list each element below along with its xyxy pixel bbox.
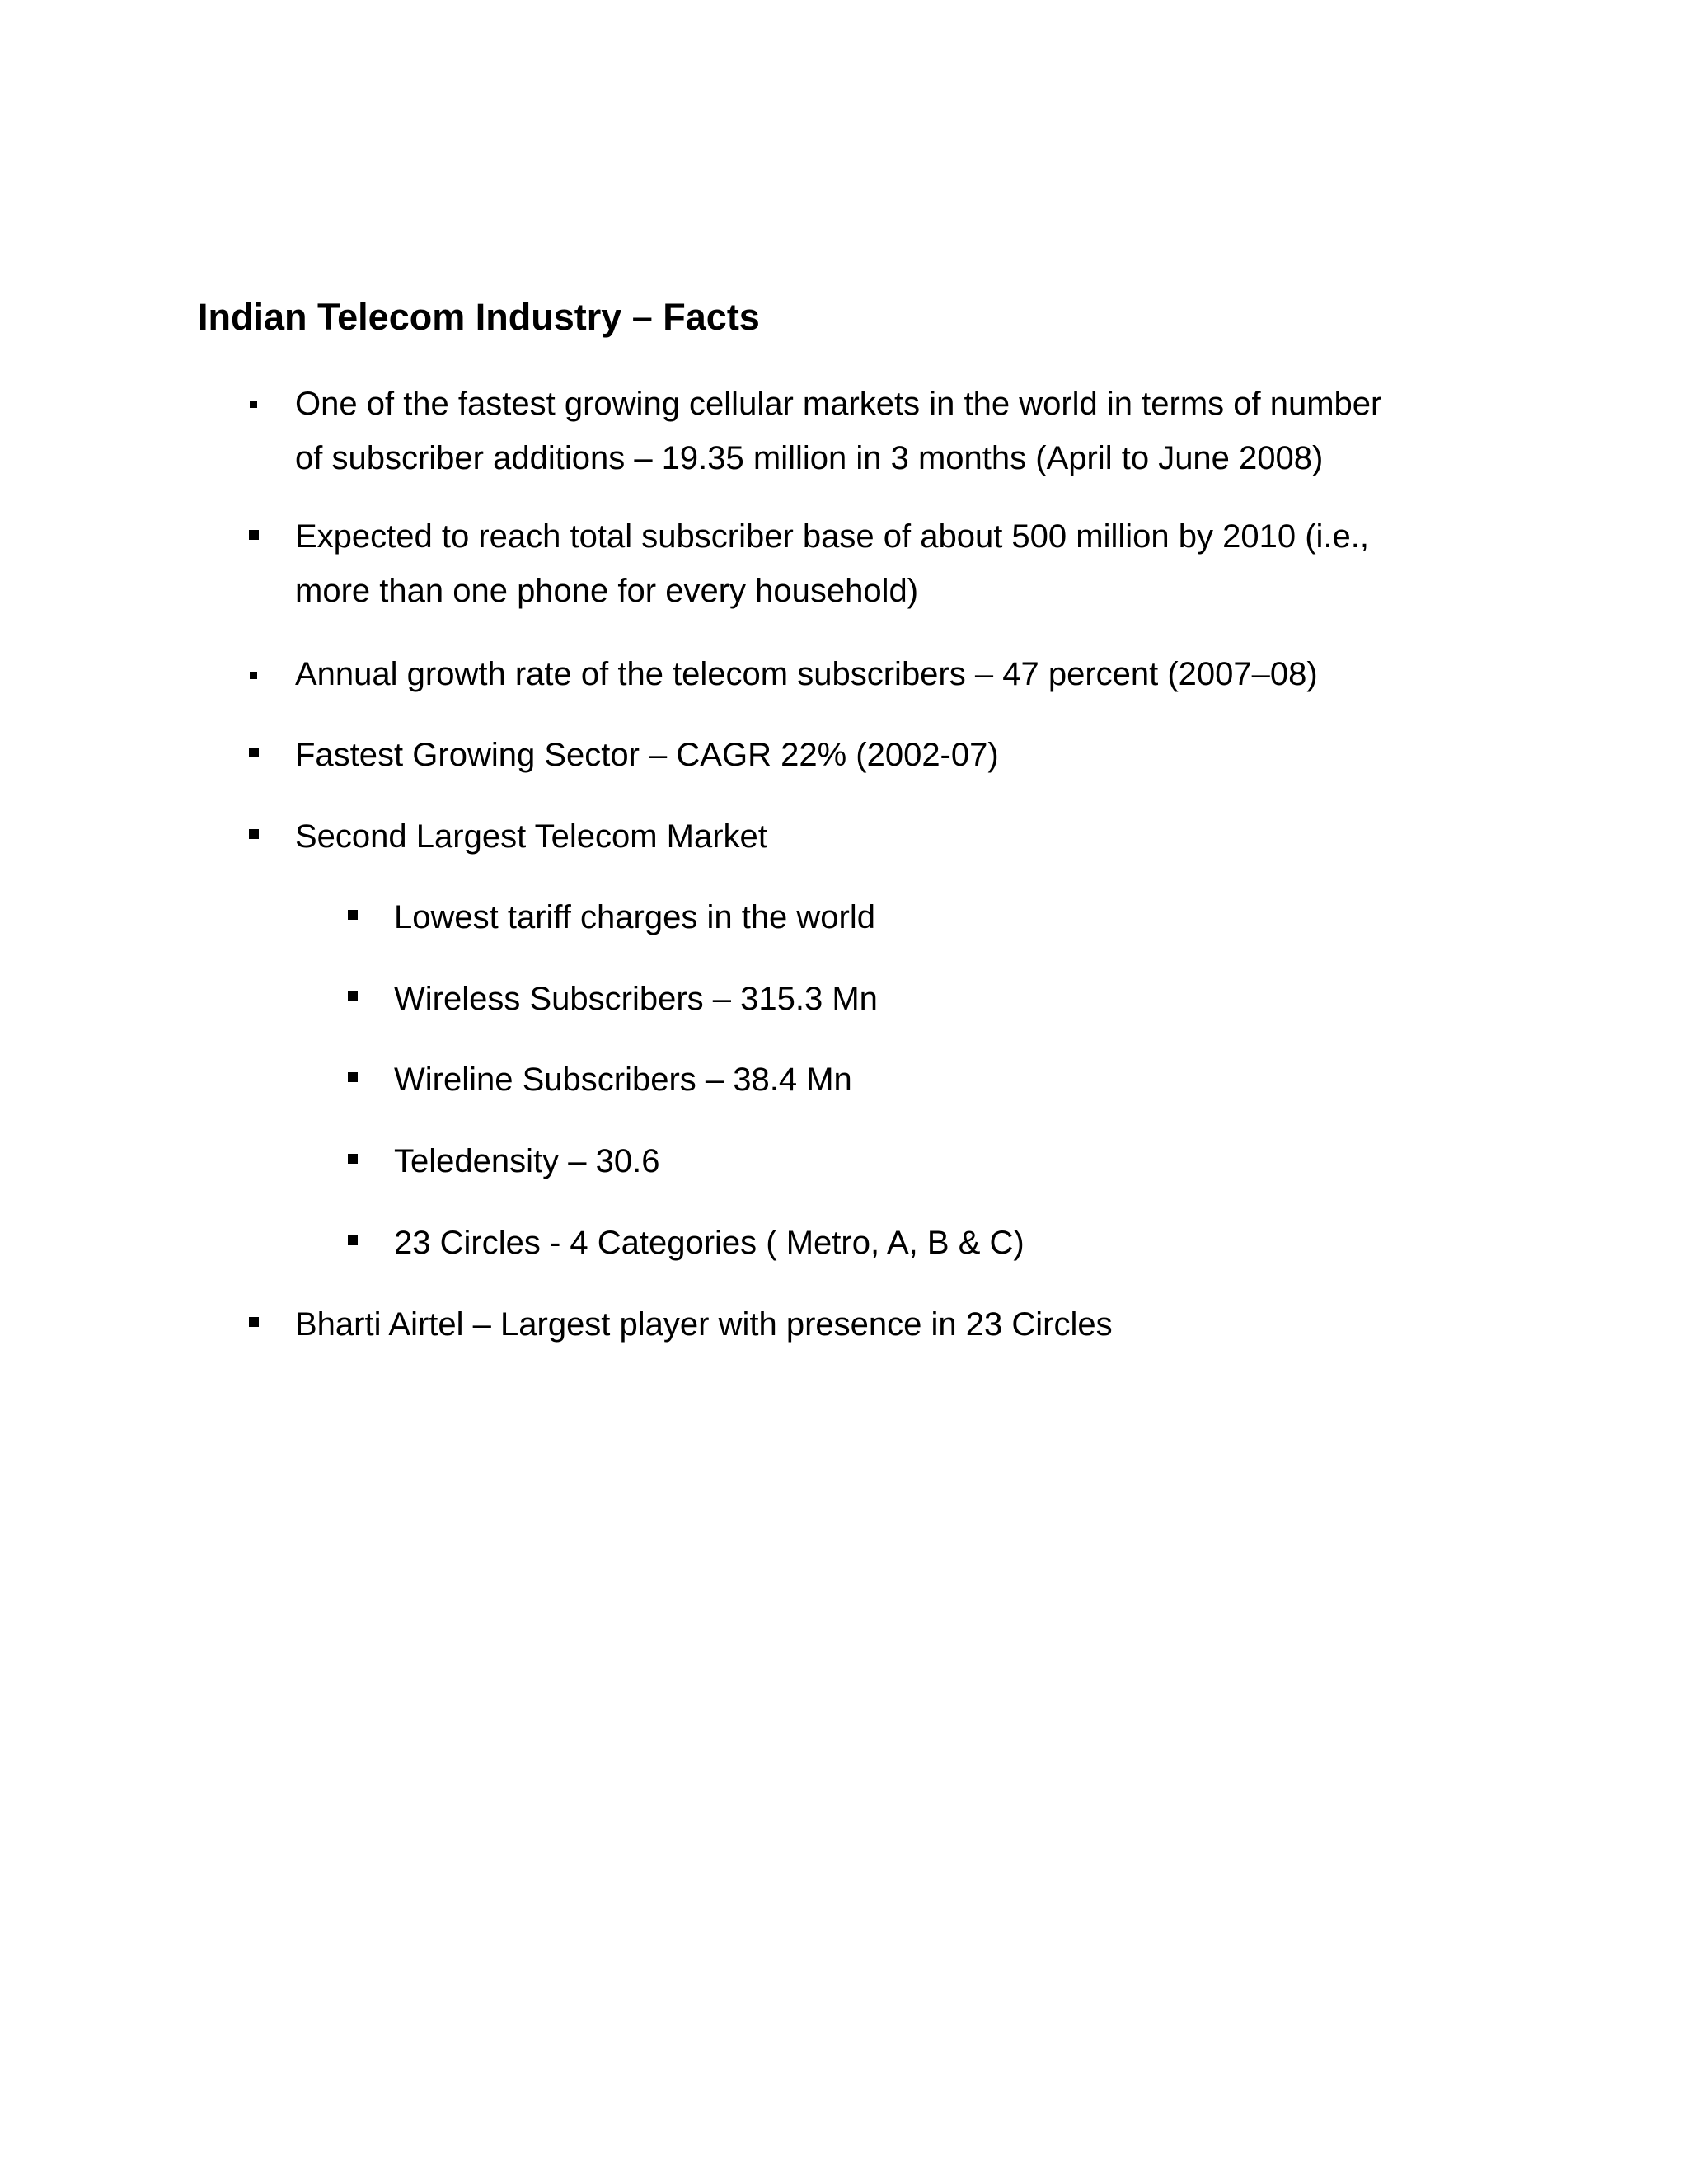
sub-bullet-marker-icon [348, 910, 358, 920]
bullet-text: Second Largest Telecom Market [295, 818, 767, 855]
bullet-marker-icon [249, 829, 259, 839]
sub-bullet-text: Wireline Subscribers – 38.4 Mn [394, 1062, 852, 1098]
sub-bullet-text: Lowest tariff charges in the world [394, 899, 876, 935]
sub-bullet-marker-icon [348, 1235, 358, 1245]
bullet-marker-icon [249, 1317, 259, 1327]
sub-bullet-text: Teledensity – 30.6 [394, 1143, 660, 1179]
sub-bullet-text: Wireless Subscribers – 315.3 Mn [394, 981, 878, 1017]
bullet-marker-icon [249, 530, 259, 540]
bullet-marker-icon [250, 401, 257, 408]
bullet-text: of subscriber additions – 19.35 million in 3 months (April to June 2008) [295, 440, 1324, 476]
bullet-marker-icon [250, 672, 257, 679]
sub-bullet-text: 23 Circles - 4 Categories ( Metro, A, B & C) [394, 1225, 1025, 1261]
bullet-text: Bharti Airtel – Largest player with presence in 23 Circles [295, 1306, 1113, 1343]
page-title: Indian Telecom Industry – Facts [198, 296, 760, 338]
sub-bullet-marker-icon [348, 991, 358, 1001]
bullet-text: Fastest Growing Sector – CAGR 22% (2002-07) [295, 737, 999, 773]
sub-bullet-marker-icon [348, 1154, 358, 1164]
bullet-marker-icon [249, 748, 259, 757]
bullet-text: One of the fastest growing cellular markets in the world in terms of number [295, 386, 1382, 422]
sub-bullet-marker-icon [348, 1072, 358, 1082]
bullet-text: more than one phone for every household) [295, 573, 919, 609]
bullet-text: Annual growth rate of the telecom subscribers – 47 percent (2007–08) [295, 656, 1318, 692]
bullet-text: Expected to reach total subscriber base of about 500 million by 2010 (i.e., [295, 518, 1369, 555]
